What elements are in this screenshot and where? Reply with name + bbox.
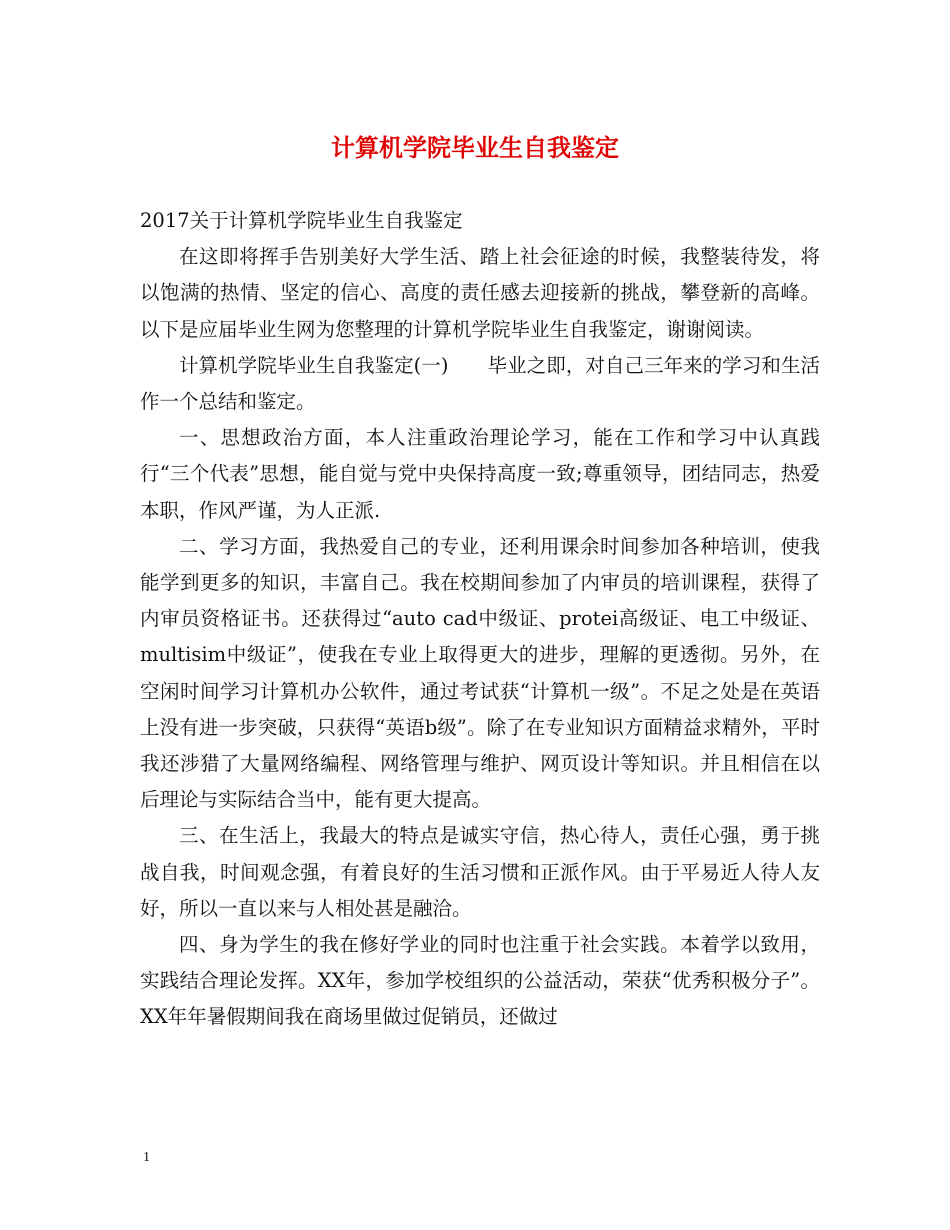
document-title: 计算机学院毕业生自我鉴定 — [331, 133, 619, 162]
paragraph-practice: 四、身为学生的我在修好学业的同时也注重于社会实践。本着学以致用，实践结合理论发挥。XX年，参加学校组织的公益活动，荣获“优秀积极分子”。XX年年暑假期间我在商场里做过促销员，还做过 — [140, 933, 820, 1029]
paragraph-study: 二、学习方面，我热爱自己的专业，还利用课余时间参加各种培训，使我能学到更多的知识，丰富自己。我在校期间参加了内审员的培训课程，获得了内审员资格证书。还获得过“auto cad中级证、protei高级证、电工中级证、multisim中级证”，使我在专业上取得更大的进步，理解的更透彻。另外，在空闲时间学习计算机办公软件，通过考试获“计算机一级”。不足之处是在英语上没有进一步突破，只获得“英语b级”。除了在专业知识方面精益求精外，平时我还涉猎了大量网络编程、网络管理与维护、网页设计等知识。并且相信在以后理论与实际结合当中，能有更大提高。 — [140, 534, 820, 812]
paragraph-section-heading: 计算机学院毕业生自我鉴定(一) 毕业之即，对自己三年来的学习和生活作一个总结和鉴定。 — [140, 353, 820, 414]
paragraph-intro: 在这即将挥手告别美好大学生活、踏上社会征途的时候，我整装待发，将以饱满的热情、坚定的信心、高度的责任感去迎接新的挑战，攀登新的高峰。以下是应届毕业生网为您整理的计算机学院毕业生自我鉴定，谢谢阅读。 — [140, 245, 820, 341]
paragraph-life: 三、在生活上，我最大的特点是诚实守信，热心待人，责任心强，勇于挑战自我，时间观念强，有着良好的生活习惯和正派作风。由于平易近人待人友好，所以一直以来与人相处甚是融洽。 — [140, 824, 820, 920]
paragraph-political: 一、思想政治方面，本人注重政治理论学习，能在工作和学习中认真践行“三个代表”思想，能自觉与党中央保持高度一致;尊重领导，团结同志，热爱本职，作风严谨，为人正派. — [140, 426, 820, 522]
document-body — [140, 203, 820, 1036]
page-number: 1 — [143, 1150, 150, 1165]
document-subtitle: 2017关于计算机学院毕业生自我鉴定 — [140, 209, 463, 232]
